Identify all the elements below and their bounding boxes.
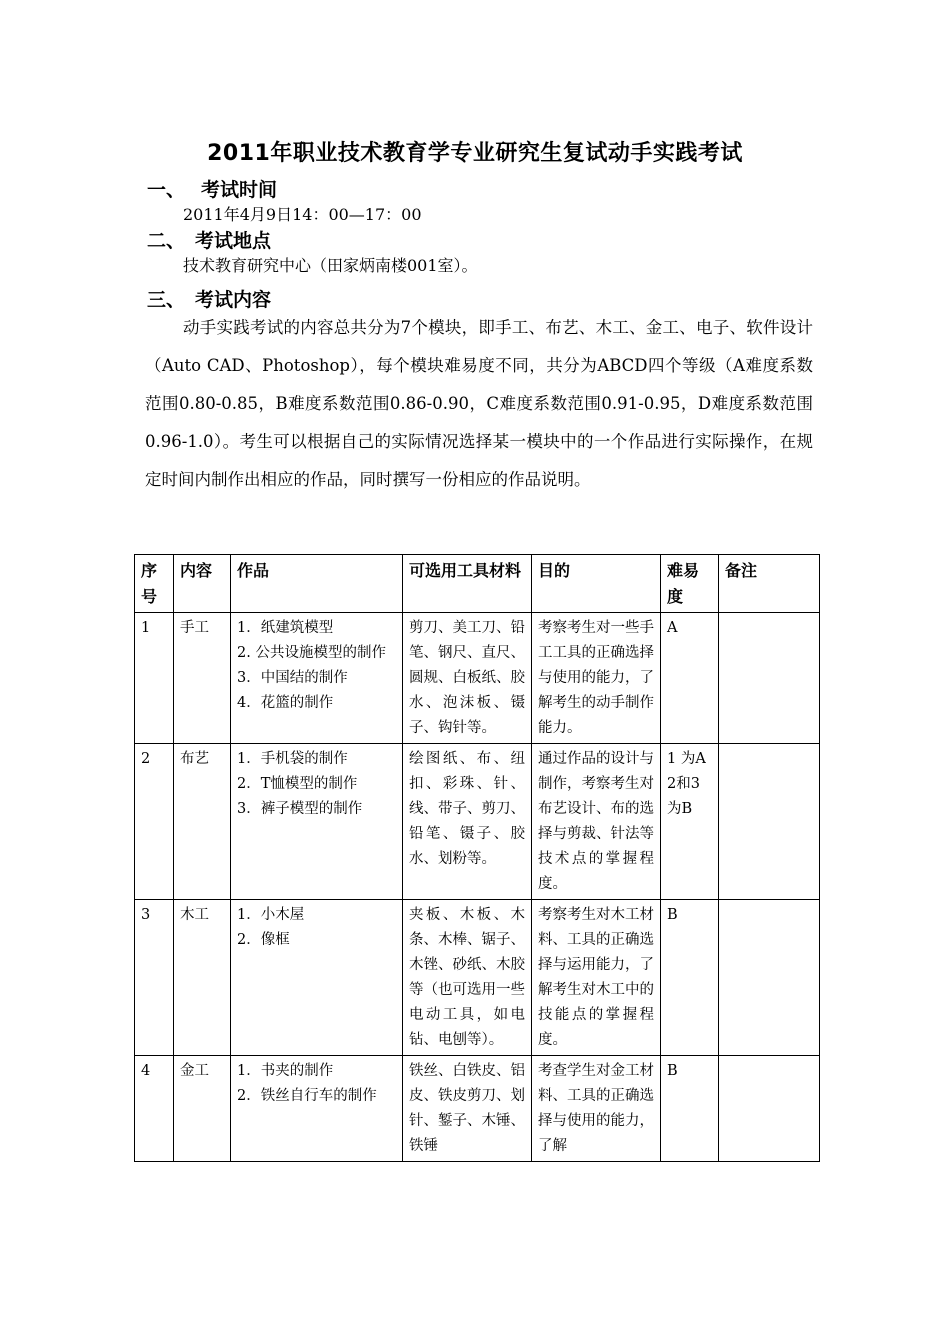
cell-note: [719, 1056, 820, 1162]
cell-content: 金工: [174, 1056, 231, 1162]
cell-tools: 夹板、木板、木条、木棒、锯子、木锉、砂纸、木胶等（也可选用一些电动工具，如电钻、电刨等）。: [403, 900, 532, 1056]
work-item: 1．手机袋的制作: [237, 751, 348, 767]
cell-purpose: 通过作品的设计与制作，考察考生对布艺设计、布的选择与剪裁、针法等技术点的掌握程度。: [532, 744, 661, 900]
cell-no: 2: [135, 744, 174, 900]
cell-content: 木工: [174, 900, 231, 1056]
cell-note: [719, 613, 820, 744]
exam-time-text: 2011年4月9日14：00—17：00: [183, 205, 422, 224]
section-title: 考试时间: [201, 179, 278, 201]
work-item: 4．花篮的制作: [237, 695, 334, 711]
work-item: 1．书夹的制作: [237, 1063, 334, 1079]
work-item: 2. 公共设施模型的制作: [237, 645, 386, 661]
section-title: 考试内容: [195, 289, 272, 311]
table-header-row: [135, 555, 820, 613]
cell-tools: 铁丝、白铁皮、铝皮、铁皮剪刀、划针、錾子、木锤、铁锤: [403, 1056, 532, 1162]
cell-level: 1 为A 2和3为B: [661, 744, 719, 900]
work-item: 1．纸建筑模型: [237, 620, 334, 636]
work-item: 2．T恤模型的制作: [237, 776, 358, 792]
section-heading-content: [147, 285, 271, 312]
cell-note: [719, 744, 820, 900]
section-number: 一、: [147, 179, 186, 201]
cell-level: B: [661, 1056, 719, 1162]
header-content: 内容: [174, 555, 231, 613]
page-title: 2011年职业技术教育学专业研究生复试动手实践考试: [207, 141, 743, 166]
section-heading-time: [147, 175, 277, 202]
work-item: 1．小木屋: [237, 907, 305, 923]
header-tools: 可选用工具材料: [403, 555, 532, 613]
section-title: 考试地点: [195, 230, 272, 252]
cell-tools: 剪刀、美工刀、铅笔、钢尺、直尺、圆规、白板纸、胶水、泡沫板、镊子、钩针等。: [403, 613, 532, 744]
header-no: 序号: [135, 555, 174, 613]
cell-purpose: 考查学生对金工材料、工具的正确选择与使用的能力，了解: [532, 1056, 661, 1162]
section-number: 二、: [147, 230, 186, 252]
cell-no: 3: [135, 900, 174, 1056]
section-number: 三、: [147, 289, 186, 311]
cell-no: 1: [135, 613, 174, 744]
cell-purpose: 考察考生对木工材料、工具的正确选择与运用能力，了解考生对木工中的技能点的掌握程度。: [532, 900, 661, 1056]
cell-content: 手工: [174, 613, 231, 744]
header-works: 作品: [231, 555, 403, 613]
work-item: 2．像框: [237, 932, 290, 948]
work-item: 3．裤子模型的制作: [237, 801, 363, 817]
table-row: [135, 613, 820, 744]
header-purpose: 目的: [532, 555, 661, 613]
cell-works: [231, 744, 403, 900]
cell-content: 布艺: [174, 744, 231, 900]
work-item: 2．铁丝自行车的制作: [237, 1088, 377, 1104]
cell-works: [231, 900, 403, 1056]
cell-level: B: [661, 900, 719, 1056]
cell-no: 4: [135, 1056, 174, 1162]
exam-place-text: 技术教育研究中心（田家炳南楼001室）。: [183, 256, 478, 275]
cell-purpose: 考察考生对一些手工工具的正确选择与使用的能力，了解考生的动手制作能力。: [532, 613, 661, 744]
section-heading-place: [147, 226, 271, 253]
cell-works: [231, 613, 403, 744]
header-level: 难易度: [661, 555, 719, 613]
cell-works: [231, 1056, 403, 1162]
table-row: [135, 744, 820, 900]
table-row: [135, 900, 820, 1056]
cell-tools: 绘图纸、布、纽扣、彩珠、针、线、带子、剪刀、铅笔、镊子、胶水、划粉等。: [403, 744, 532, 900]
work-item: 3．中国结的制作: [237, 670, 348, 686]
cell-note: [719, 900, 820, 1056]
header-note: 备注: [719, 555, 820, 613]
exam-content-paragraph: 动手实践考试的内容总共分为7个模块，即手工、布艺、木工、金工、电子、软件设计（Auto CAD、Photoshop），每个模块难易度不同，共分为ABCD四个等级（A难度系数范围0.80-0.85，B难度系数范围0.86-0.90，C难度系数范围0.91-0.95，D难度系数范围0.96-1.0）。考生可以根据自己的实际情况选择某一模块中的一个作品进行实际操作，在规定时间内制作出相应的作品，同时撰写一份相应的作品说明。: [145, 318, 813, 489]
table-row: [135, 1056, 820, 1162]
cell-level: A: [661, 613, 719, 744]
module-table: [134, 554, 820, 1162]
